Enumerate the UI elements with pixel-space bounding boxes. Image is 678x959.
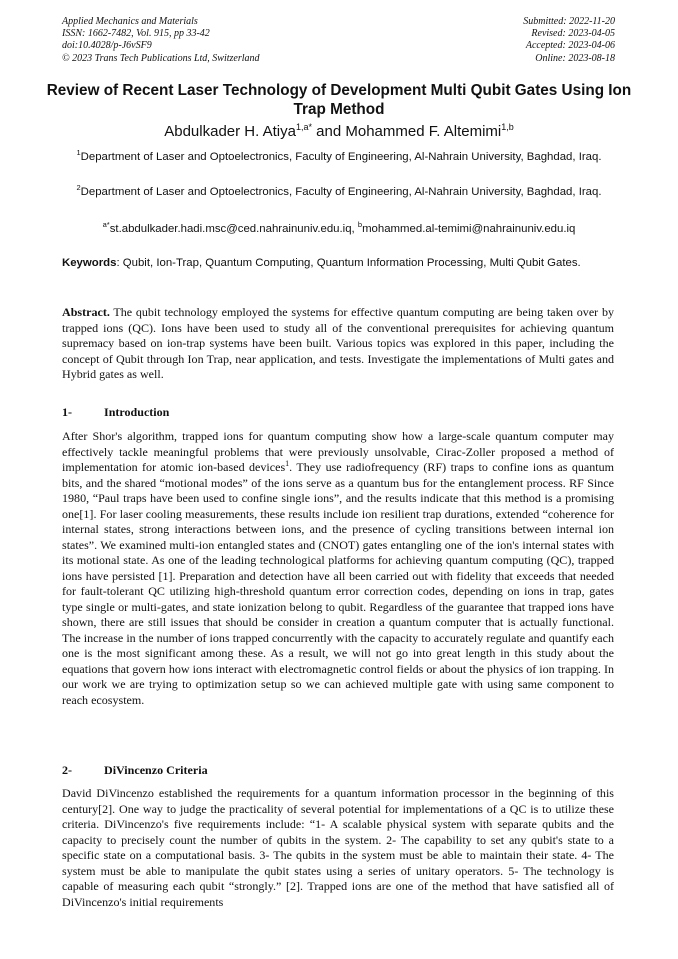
section-1-number: 1- <box>62 405 73 419</box>
author-conjunction: and <box>312 123 346 140</box>
email-b-marker: b <box>357 220 363 230</box>
accepted-date: Accepted: 2023-04-06 <box>525 40 615 52</box>
affiliation-2 <box>60 185 618 201</box>
email-line <box>40 222 638 236</box>
copyright: © 2023 Trans Tech Publications Ltd, Switzerland <box>62 52 260 64</box>
keywords-label: Keywords <box>62 257 117 269</box>
keywords <box>62 256 614 271</box>
section-1-text-b: . They use radiofrequency (RF) traps to confine ions as quantum bits, and the shared “motional modes” of the ions serve as a quantum bus for the entanglement process. RF Since 1980, “Paul traps have been used to confine single ions”, and the results indicate that this method is a promising one[1]. For laser cooling measurements, these results include ion resilient trap durations, extended “coherence for internal states, strong interactions between ions, and the presence of cycling transitions between internal ion states”. We examined multi-ion entangled states and (CNOT) gates entangling one of the ion's internal states with its motional state. As one of the leading technological platforms for achieving quantum computing (QC), trapped ions have persisted [1]. Preparation and detection have all been carried out with fidelity that exceeds that needed for fault-tolerant QC utilizing high-threshold quantum error correction codes, depending on ions in trap, gates type single or multi-gates, and state ionization belong to qubit. Regardless of the guarantee that trapped ions have shown, there are still issues that should be consider in creation a quantum computer that is actually functional. The increase in the number of ions trapped concurrently with the capacity to accurately regulate and quantify each one is the most significant among these. As a result, we will not go into great length in this study about the equations that govern how ions interact with electromagnetic control fields or about the physics of ion trapping. In our work we are trying to optimization setup so we can achieved multiple gate with using same component to reach ecosystem. <box>62 460 614 707</box>
section-1-body <box>62 429 614 708</box>
keywords-text: : Qubit, Ion-Trap, Quantum Computing, Quantum Information Processing, Multi Qubit Gates. <box>116 257 581 269</box>
affiliation-1 <box>60 150 618 166</box>
author-line <box>40 123 638 141</box>
author-2: Mohammed F. Altemimi <box>345 123 502 140</box>
affiliation-1-marker: 1 <box>76 148 81 158</box>
dates-info <box>523 16 615 65</box>
section-2-heading <box>62 763 208 778</box>
affiliation-1-text: Department of Laser and Optoelectronics, Faculty of Engineering, Al-Nahrain University, Baghdad, Iraq. <box>80 151 602 163</box>
doi: doi:10.4028/p-J6vSF9 <box>62 40 152 52</box>
revised-date: Revised: 2023-04-05 <box>531 28 615 40</box>
abstract-text: The qubit technology employed the systems for effective quantum computing are being taken over by trapped ions (QC). Ions have been used to study all of the conventional prerequisites for achieving quantum supremacy based on ion-trap systems have been built. Various topics was explored in this paper, including the concept of Qubit through Ion Trap, near application, and tests. Investigate the implementations of Multi gates and Hybrid gates as well. <box>62 305 614 381</box>
email-b[interactable]: mohammed.al-temimi@nahrainuniv.edu.iq <box>362 223 576 235</box>
abstract-label: Abstract. <box>62 305 110 319</box>
author-1: Abdulkader H. Atiya <box>164 123 296 140</box>
section-1-title: Introduction <box>104 405 170 419</box>
online-date: Online: 2023-08-18 <box>535 52 615 64</box>
footnote-marker: 1 <box>285 458 290 468</box>
author-2-marker: 1,b <box>501 122 514 132</box>
submitted-date: Submitted: 2022-11-20 <box>523 16 615 27</box>
journal-info <box>62 16 260 65</box>
author-1-marker: 1,a* <box>295 122 312 132</box>
section-1-heading <box>62 405 169 420</box>
journal-name: Applied Mechanics and Materials <box>62 16 198 27</box>
section-1-text-a: After Shor's algorithm, trapped ions for quantum computing show how a large-scale quantum computer may effectively tackle meaningful problems that were previously unsolvable, Cirac-Zoller proposed a method of implementation for atomic ion-based devices <box>62 429 614 474</box>
abstract <box>62 305 614 383</box>
issn: ISSN: 1662-7482, Vol. 915, pp 33-42 <box>62 28 210 40</box>
section-2-title: DiVincenzo Criteria <box>104 763 208 777</box>
section-2-number: 2- <box>62 763 73 777</box>
section-2-body: David DiVincenzo established the requirements for a quantum information processor in the beginning of this century[2]. One way to judge the practicality of several potential for implementations of a QC is to utilize these criteria. DiVincenzo's five requirements include: “1- A scalable physical system with separate qubits and the capacity to precisely count the number of qubits in the system. 2- The capability to set any qubit's state to a specific state on a computational basis. 3- The qubits in the system must be able to maintain their state. 4- The system must be able to manipulate the qubit states using a series of unitary operators. 5- The technology is capable of measuring each qubit “strongly.” [2]. Trapped ions are one of the method that have satisfied all of DiVincenzo's initial requirements <box>62 786 614 909</box>
affiliation-2-marker: 2 <box>76 183 81 193</box>
email-a[interactable]: st.abdulkader.hadi.msc@ced.nahrainuniv.edu.iq, <box>109 223 355 235</box>
email-a-marker: a* <box>102 220 110 230</box>
affiliation-2-text: Department of Laser and Optoelectronics, Faculty of Engineering, Al-Nahrain University, Baghdad, Iraq. <box>80 186 602 198</box>
paper-title: Review of Recent Laser Technology of Development Multi Qubit Gates Using Ion Trap Method <box>46 82 632 118</box>
